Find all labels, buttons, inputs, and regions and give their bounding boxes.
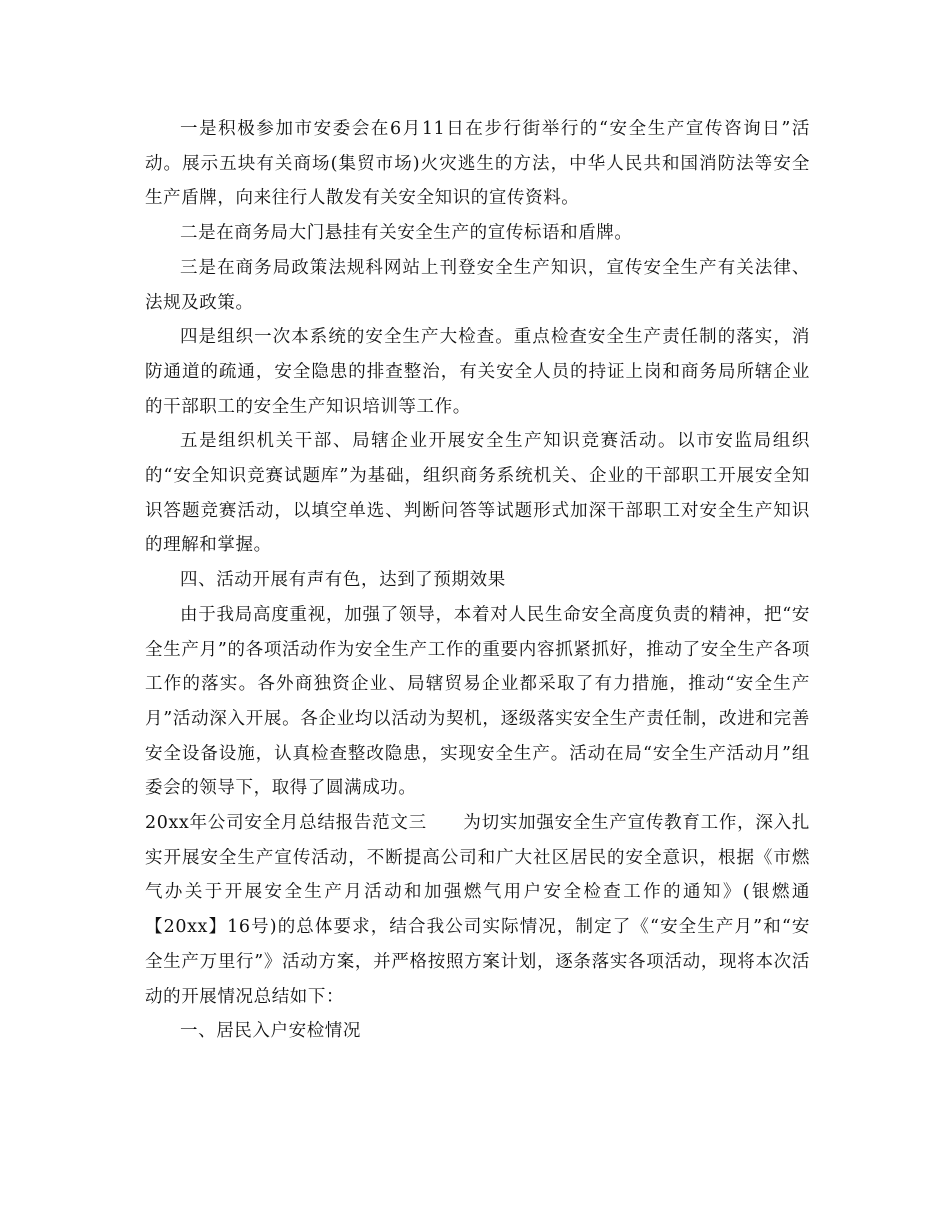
paragraph-activity-three: 三是在商务局政策法规科网站上刊登安全生产知识，宣传安全生产有关法律、法规及政策。 [145,257,810,313]
document-body [145,112,810,1049]
paragraph-activity-two: 二是在商务局大门悬挂有关安全生产的宣传标语和盾牌。 [180,223,633,244]
paragraph-activity-one: 一是积极参加市安委会在6月11日在步行街举行的“安全生产宣传咨询日”活动。展示五块有关商场(集贸市场)火灾逃生的方法，中华人民共和国消防法等安全生产盾牌，向来往行人散发有关安全知识的宣传资料。 [145,119,810,209]
section-heading-household-inspection: 一、居民入户安检情况 [180,1021,361,1042]
paragraph-activity-five: 五是组织机关干部、局辖企业开展安全生产知识竞赛活动。以市安监局组织的“安全知识竞赛试题库”为基础，组织商务系统机关、企业的干部职工开展安全知识答题竞赛活动，以填空单选、判断问答等试题形式加深干部职工对安全生产知识的理解和掌握。 [145,431,810,556]
section-heading-results: 四、活动开展有声有色，达到了预期效果 [180,570,506,591]
paragraph-activity-four: 四是组织一次本系统的安全生产大检查。重点检查安全生产责任制的落实，消防通道的疏通，安全隐患的排查整治，有关安全人员的持证上岗和商务局所辖企业的干部职工的安全生产知识培训等工作。 [145,327,810,417]
paragraph-results-summary: 由于我局高度重视，加强了领导，本着对人民生命安全高度负责的精神，把“安全生产月”的各项活动作为安全生产工作的重要内容抓紧抓好，推动了安全生产各项工作的落实。各外商独资企业、局辖贸易企业都采取了有力措施，推动“安全生产月”活动深入开展。各企业均以活动为契机，逐级落实安全生产责任制，改进和完善安全设备设施，认真检查整改隐患，实现安全生产。活动在局“安全生产活动月”组委会的领导下，取得了圆满成功。 [145,604,810,799]
paragraph-report-three-intro: 20xx年公司安全月总结报告范文三 为切实加强安全生产宣传教育工作，深入扎实开展安全生产宣传活动，不断提高公司和广大社区居民的安全意识，根据《市燃气办关于开展安全生产月活动和加强燃气用户安全检查工作的通知》(银燃通【20xx】16号)的总体要求，结合我公司实际情况，制定了《“安全生产月”和“安全生产万里行”》活动方案，并严格按照方案计划，逐条落实各项活动，现将本次活动的开展情况总结如下： [145,813,810,1007]
